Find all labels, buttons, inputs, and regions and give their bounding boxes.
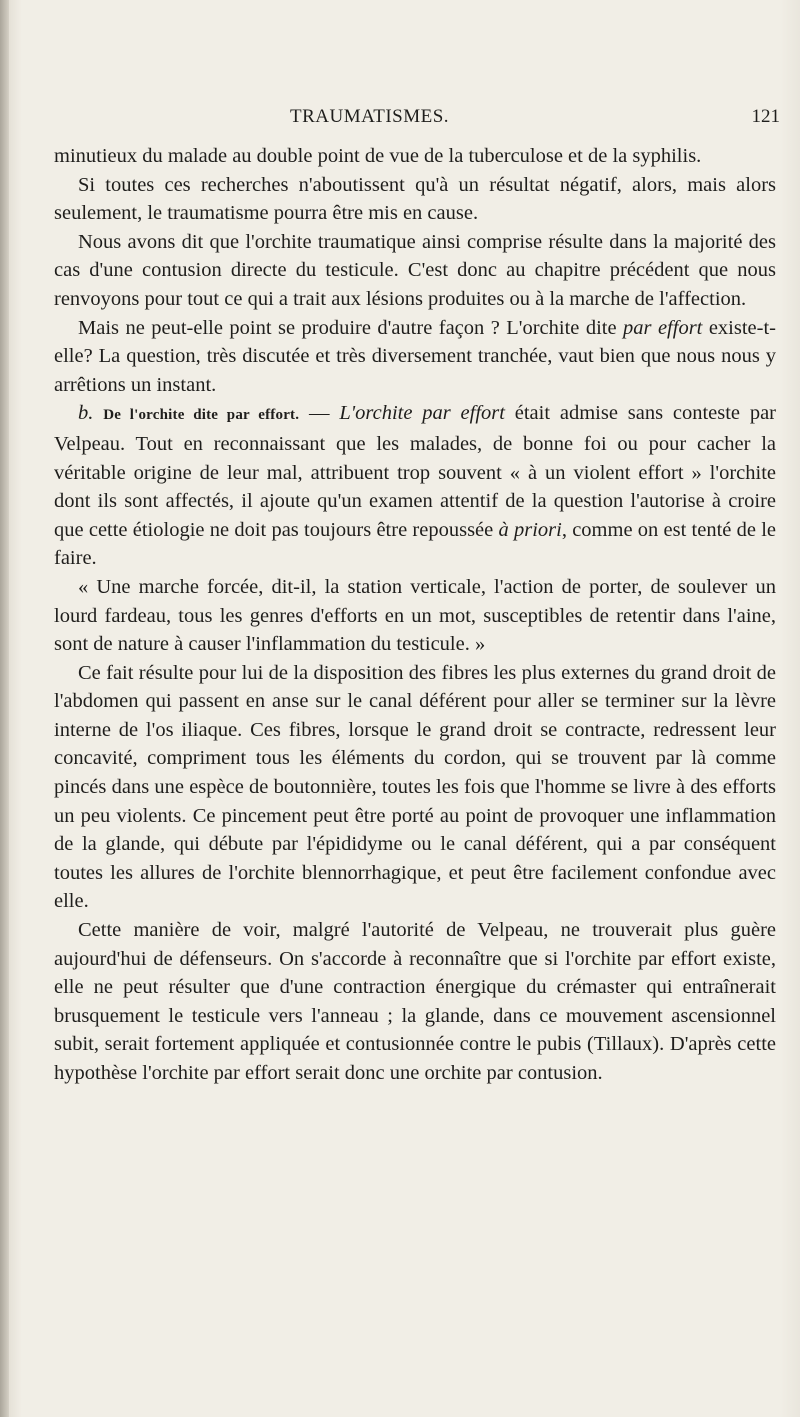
paragraph bbox=[54, 314, 776, 400]
italic-term: L'orchite par effort bbox=[339, 402, 505, 425]
paragraph: Ce fait résulte pour lui de la disposition des fibres les plus externes du grand droit de l'abdomen qui passent en anse sur le canal déférent pour aller se terminer sur la lèvre interne de l'os iliaque. Ces fibres, lorsque le grand droit se contracte, redressent leur concavité, compriment tous les éléments du cordon, qui se trouvent par là comme pincés dans une espèce de boutonnière, toutes les fois que l'homme se livre à des efforts un peu violents. Ce pincement peut être porté au point de provoquer une inflammation de la glande, qui débute par l'épididyme ou le canal déférent, qui a par conséquent toutes les allures de l'orchite blennorrhagique, et peut être facilement confondue avec elle. bbox=[54, 661, 776, 913]
page-binding-edge bbox=[0, 0, 9, 1417]
dash: — bbox=[299, 402, 340, 425]
section-paragraph bbox=[54, 399, 776, 573]
paragraph-text: était admise sans conteste par Velpeau. Tout en reconnaissant que les malades, de bonne foi ou pour cacher la véritable origine de leur mal, attribuent trop souvent « à un violent effort » l'orchite dont ils sont affectés, il ajoute qu'un examen attentif de la question l'autorise à croire que cette étiologie ne doit pas toujours être repoussée bbox=[54, 402, 777, 541]
paragraph: Nous avons dit que l'orchite traumatique ainsi comprise résulte dans la majorité des cas d'une contusion directe du testicule. C'est donc au chapitre précédent que nous renvoyons pour tout ce qui a trait aux lésions produites ou à la marche de l'affection. bbox=[54, 230, 776, 310]
paragraph: Si toutes ces recherches n'aboutissent qu'à un résultat négatif, alors, mais alors seulement, le traumatisme pourra être mis en cause. bbox=[54, 173, 776, 225]
italic-term: à priori bbox=[498, 518, 562, 541]
section-heading: De l'orchite dite par effort. bbox=[103, 407, 300, 424]
page-number: 121 bbox=[751, 106, 780, 127]
section-letter: b. bbox=[78, 402, 94, 425]
quotation-paragraph: « Une marche forcée, dit-il, la station verticale, l'action de porter, de soulever un lourd fardeau, tous les genres d'efforts en un mot, susceptibles de retentir dans l'aine, sont de nature à causer l'inflammation du testicule. » bbox=[54, 575, 776, 656]
paragraph: minutieux du malade au double point de vue de la tuberculose et de la syphilis. bbox=[54, 145, 702, 167]
page-header bbox=[140, 106, 780, 136]
running-head: TRAUMATISMES. bbox=[290, 106, 450, 127]
paragraph-text: , comme on est tenté de le faire. bbox=[54, 518, 777, 570]
paragraph: Cette manière de voir, malgré l'autorité de Velpeau, ne trouverait plus guère aujourd'hui de défenseurs. On s'accorde à reconnaître que si l'orchite par effort existe, elle ne peut résulter que d'une contraction énergique du crémaster qui entraînerait brusquement le testicule vers l'anneau ; la glande, dans ce mouvement ascensionnel subit, serait fortement appliquée et contusionnée contre le pubis (Tillaux). D'après cette hypothèse l'orchite par effort serait donc une orchite par contusion. bbox=[54, 919, 776, 1084]
body-text bbox=[54, 142, 776, 1088]
paragraph-text: Mais ne peut-elle point se produire d'autre façon ? L'orchite dite bbox=[78, 316, 624, 339]
paragraph-text: existe-t-elle? La question, très discutée et très diversement tranchée, vaut bien que nous nous y arrêtions un instant. bbox=[54, 316, 776, 396]
italic-term: par effort bbox=[623, 316, 703, 339]
